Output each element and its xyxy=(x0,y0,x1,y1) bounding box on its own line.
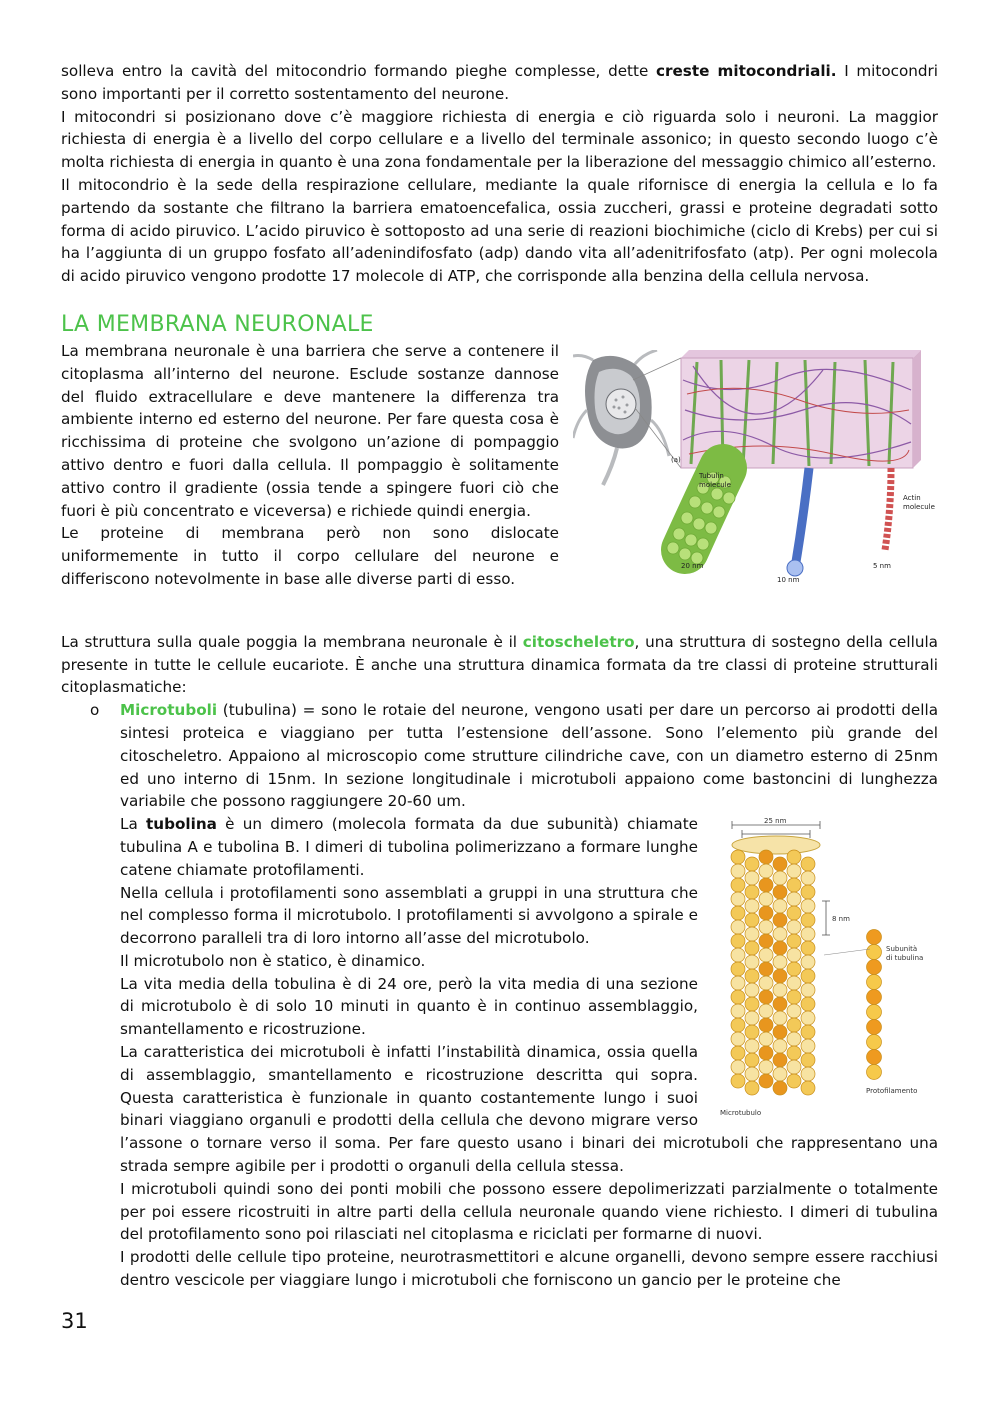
tubulin-subunit xyxy=(773,857,787,871)
tubulin-subunit xyxy=(773,899,787,913)
tubulin-subunit xyxy=(731,1032,745,1046)
tubulin-subunit xyxy=(801,913,815,927)
tubulin-subunit xyxy=(773,955,787,969)
tubulin-subunit xyxy=(731,934,745,948)
protofilament-subunit xyxy=(867,1035,882,1050)
tubulin-label-1: Tubulin xyxy=(699,471,724,480)
section-title: LA MEMBRANA NEURONALE xyxy=(61,311,374,337)
tubulin-subunit xyxy=(731,962,745,976)
page-body xyxy=(61,60,938,1292)
paragraph-microtuboli-5: La vita media della tobulina è di 24 ore, però la vita media di una sezione di microtubolo è di solo 10 minuti in quanto è in continuo assemblaggio, smantellamento e ricostruzione. xyxy=(120,974,698,1039)
tubulin-subunit xyxy=(759,920,773,934)
tubulin-subunit xyxy=(745,1067,759,1081)
subunit-label-2: di tubulina xyxy=(886,954,924,963)
dim-25nm: 25 nm xyxy=(764,817,787,826)
tubulin-subunit xyxy=(801,927,815,941)
subunit-label-1: Subunità xyxy=(886,945,918,954)
term-tubolina: tubolina xyxy=(146,815,217,834)
tubulin-subunit xyxy=(745,913,759,927)
size-20nm: 20 nm xyxy=(681,561,704,570)
protofilament-column xyxy=(867,930,882,1080)
tubulin-subunit xyxy=(745,885,759,899)
protofilament-subunit xyxy=(867,975,882,990)
tubulin-subunit xyxy=(745,1039,759,1053)
tubulin-subunit xyxy=(787,976,801,990)
tubulin-subunit xyxy=(787,906,801,920)
protofilament-subunit xyxy=(867,1020,882,1035)
tubulin-subunit xyxy=(787,990,801,1004)
tubulin-subunit xyxy=(801,969,815,983)
tubulin-subunit xyxy=(745,857,759,871)
tubulin-subunit xyxy=(745,927,759,941)
tubulin-subunit xyxy=(773,997,787,1011)
page-number: 31 xyxy=(61,1309,88,1333)
tubulin-subunit xyxy=(731,1004,745,1018)
tubulin-subunit xyxy=(801,1067,815,1081)
tubulin-subunit xyxy=(759,1074,773,1088)
tubulin-subunit xyxy=(745,983,759,997)
paragraph-membrane-2: Le proteine di membrana però non sono dislocate uniformemente in tutto il corpo cellulare del neurone e differiscono notevolmente in base alle diverse parti di esso. xyxy=(61,524,559,588)
term-citoscheletro: citoscheletro xyxy=(522,632,635,651)
paragraph-mitochondria-3: Il mitocondrio è la sede della respirazione cellulare, mediante la quale rifornisce di energia la cellula e lo fa partendo da sostante che filtrano la barriera ematoencefalica, ossia zuccheri, grassi e proteine degradati sotto forma di acido piruvico. L’acido piruvico è sottoposto ad una serie di reazioni biochimiche (ciclo di Krebs) per cui si ha l’aggiunta di un gruppo fosfato all’adenindifosfato (adp) dando vita all’adenitrifosfato (atp). Per ogni molecola di acido piruvico vengono prodotte 17 molecole di ATP, che corrisponde alla benzina della cellula nervosa. xyxy=(61,175,938,286)
tubulin-subunit xyxy=(773,1067,787,1081)
tubulin-subunit xyxy=(759,1018,773,1032)
tubulin-subunit xyxy=(731,864,745,878)
tubulin-subunit xyxy=(801,899,815,913)
tubulin-subunit xyxy=(773,1081,787,1095)
tubulin-subunit xyxy=(801,997,815,1011)
tubulin-subunit xyxy=(787,934,801,948)
tubulin-subunit xyxy=(745,1011,759,1025)
tubulin-subunit xyxy=(759,976,773,990)
paragraph-microtuboli-2: La tubolina è un dimero (molecola formata da due subunità) chiamate tubulina A e tubolina B. I dimeri di tubolina polimerizzano a formare lunghe catene chiamate protofilamenti. xyxy=(120,815,698,879)
actin-illustration xyxy=(885,468,891,550)
tubulin-subunit xyxy=(787,1060,801,1074)
tubulin-subunit xyxy=(745,1053,759,1067)
paragraph-microtuboli-6: La caratteristica dei microtuboli è infatti l’instabilità dinamica, ossia quella di assemblaggio, smantellamento e ricostruzione descritta qui sopra. Questa caratteristica è funzionale in quanto costantemente lungo i suoi binari viaggiano organuli e prodotti della cellula che devono migrare verso l’assone o tornare verso il soma. Per fare questo usano i binari dei microtuboli che rappresentano una strada sempre agibile per i prodotti o organuli della cellula stessa. xyxy=(120,1043,938,1176)
tubulin-subunit xyxy=(731,948,745,962)
paragraph-mitochondria-1: solleva entro la cavità del mitocondrio formando pieghe complesse, dette creste mitocondriali. I mitocondri sono importanti per il corretto sostentamento del neurone. xyxy=(61,62,938,103)
tubulin-subunit xyxy=(787,962,801,976)
tubulin-subunit xyxy=(787,864,801,878)
tubulin-subunit xyxy=(759,906,773,920)
cytoskeleton-figure xyxy=(573,350,938,585)
dim-8nm: 8 nm xyxy=(832,915,850,924)
protofilament-subunit xyxy=(867,1065,882,1080)
paragraph-microtuboli-8: I prodotti delle cellule tipo proteine, neurotrasmettitori e alcune organelli, devono sempre essere racchiusi dentro vescicole per viaggiare lungo i microtuboli che forniscono un gancio per le proteine che xyxy=(120,1248,938,1290)
microtubule-structure-figure xyxy=(708,815,938,1120)
tubulin-subunit xyxy=(731,850,745,864)
tubulin-subunit xyxy=(745,1081,759,1095)
tubulin-subunit xyxy=(773,983,787,997)
paragraph-microtuboli-1: Microtuboli (tubulina) = sono le rotaie del neurone, vengono usati per dare un percorso ai prodotti della sintesi proteica e viaggiano per tutta l’estensione dell’assone. Sono l’elemento più grande del citoscheletro. Appaiono al microscopio come strutture cilindriche cave, con un diametro esterno di 25nm ed uno interno di 15nm. In sezione longitudinale i microtuboli appaiono come bastoncini di lunghezza variabile che possono raggiungere 20-60 um. xyxy=(120,701,938,811)
tubulin-subunit xyxy=(801,1039,815,1053)
term-microtuboli: Microtuboli xyxy=(120,701,218,720)
tubulin-subunit xyxy=(787,1018,801,1032)
tubulin-subunit xyxy=(759,878,773,892)
tubulin-subunit xyxy=(759,850,773,864)
tubulin-subunit xyxy=(787,1074,801,1088)
tubulin-subunit xyxy=(731,906,745,920)
tubulin-subunit xyxy=(759,934,773,948)
tubulin-subunit xyxy=(787,850,801,864)
size-10nm: 10 nm xyxy=(777,575,800,584)
tubulin-subunit xyxy=(745,969,759,983)
tubulin-subunit xyxy=(759,1032,773,1046)
tubulin-subunit xyxy=(745,871,759,885)
protofilament-subunit xyxy=(867,945,882,960)
tubulin-subunit xyxy=(773,885,787,899)
tubulin-subunit xyxy=(759,948,773,962)
tubulin-subunit xyxy=(801,955,815,969)
tubulin-label-2: molecule xyxy=(699,480,731,489)
protofilament-subunit xyxy=(867,990,882,1005)
tubulin-subunit xyxy=(731,990,745,1004)
tubulin-subunit xyxy=(731,892,745,906)
tubulin-subunit xyxy=(731,1046,745,1060)
paragraph-membrane-3: La struttura sulla quale poggia la membrana neuronale è il citoscheletro, una struttura di sostegno della cellula presente in tutte le cellule eucariote. È anche una struttura dinamica formata da tre classi di proteine strutturali citoplasmatiche: xyxy=(61,632,938,697)
tubulin-subunit xyxy=(773,927,787,941)
paragraph-mitochondria-2: I mitocondri si posizionano dove c’è maggiore richiesta di energia e ciò riguarda solo i neuroni. La maggior richiesta di energia è a livello del corpo cellulare e a livello del terminale assonico; in questo secondo luogo c’è molta richiesta di energia in quanto è una zona fondamentale per la liberazione del messaggio chimico all’esterno. xyxy=(61,107,938,172)
tubulin-subunit xyxy=(731,1018,745,1032)
tubulin-subunit xyxy=(759,892,773,906)
tubulin-subunit xyxy=(801,1053,815,1067)
tubulin-subunit xyxy=(773,871,787,885)
bullet-mark: o xyxy=(90,701,100,720)
tubulin-subunit xyxy=(801,1011,815,1025)
actin-label-1: Actin xyxy=(903,493,921,502)
tubulin-subunit xyxy=(773,941,787,955)
tubulin-subunit xyxy=(801,1081,815,1095)
tubulin-subunit xyxy=(787,920,801,934)
tubulin-subunit xyxy=(745,1025,759,1039)
tubulin-subunit xyxy=(745,997,759,1011)
protofilament-subunit xyxy=(867,960,882,975)
protofilament-label: Protofilamento xyxy=(866,1087,918,1096)
paragraph-microtuboli-4: Il microtubolo non è statico, è dinamico. xyxy=(120,951,426,970)
tubulin-subunit xyxy=(731,920,745,934)
tubulin-subunit xyxy=(773,1053,787,1067)
tubulin-subunit xyxy=(801,885,815,899)
tubulin-subunit xyxy=(759,864,773,878)
neurofilament-illustration xyxy=(795,468,809,568)
paragraph-microtuboli-7: I microtuboli quindi sono dei ponti mobili che possono essere depolimerizzati parzialmente o totalmente per poi essere ricostruiti in altre parti della cellula neuronale quando viene richiesto. I dimeri di tubulina del protofilamento sono poi rilasciati nel citoplasma e riciclati per formarne di nuovi. xyxy=(120,1179,938,1244)
figure-label-a: (a) xyxy=(671,455,681,464)
tubulin-subunit xyxy=(787,1032,801,1046)
tubulin-subunit xyxy=(731,1060,745,1074)
tubulin-subunit xyxy=(787,948,801,962)
protofilament-subunit xyxy=(867,930,882,945)
tubulin-subunit xyxy=(801,871,815,885)
tubulin-subunit xyxy=(731,976,745,990)
protofilament-subunit xyxy=(867,1005,882,1020)
tubulin-subunit xyxy=(731,1074,745,1088)
tubulin-subunit xyxy=(787,1046,801,1060)
tubulin-subunit xyxy=(745,955,759,969)
neuron-illustration xyxy=(573,350,681,485)
actin-label-2: molecule xyxy=(903,502,935,511)
tubulin-subunit xyxy=(759,1060,773,1074)
tubulin-subunit xyxy=(787,892,801,906)
tubulin-subunit xyxy=(773,1011,787,1025)
tubulin-subunit xyxy=(759,990,773,1004)
tubulin-subunit xyxy=(787,1004,801,1018)
microtubule-columns xyxy=(731,850,815,1095)
tubulin-subunit xyxy=(801,1025,815,1039)
tubulin-subunit xyxy=(773,913,787,927)
paragraph-membrane-1: La membrana neuronale è una barriera che serve a contenere il citoplasma all’interno del neurone. Esclude sostanze dannose del fluido extracellulare e deve mantenere la differenza tra ambiente interno ed esterno del neurone. Per fare questa cosa è ricchissima di proteine che svolgono un’azione di pompaggio attivo dentro e fuori dalla cellula. Il pompaggio è solitamente attivo contro il gradiente (ossia tende a spingere fuori ciò che fuori è più concentrato e viceversa) e richiede quindi energia. xyxy=(61,341,559,520)
tubulin-subunit xyxy=(801,857,815,871)
tubulin-subunit xyxy=(745,941,759,955)
tubulin-subunit xyxy=(731,878,745,892)
bullet-microtuboli xyxy=(61,699,938,1292)
tubulin-subunit xyxy=(773,969,787,983)
tubulin-subunit xyxy=(773,1025,787,1039)
tubulin-subunit xyxy=(759,1004,773,1018)
microtubule-label: Microtubulo xyxy=(720,1109,762,1118)
tubulin-subunit xyxy=(745,899,759,913)
tubulin-subunit xyxy=(759,1046,773,1060)
paragraph-microtuboli-3: Nella cellula i protofilamenti sono assemblati a gruppi in una struttura che nel complesso forma il microtubolo. I protofilamenti si avvolgono a spirale e decorrono paralleli tra di loro intorno all’asse del microtubolo. xyxy=(120,883,698,948)
tubulin-subunit xyxy=(801,983,815,997)
tubulin-subunit xyxy=(801,941,815,955)
bold-term-creste: creste mitocondriali. xyxy=(656,62,837,80)
protofilament-subunit xyxy=(867,1050,882,1065)
tubulin-subunit xyxy=(773,1039,787,1053)
tubulin-subunit xyxy=(759,962,773,976)
tubulin-subunit xyxy=(787,878,801,892)
size-5nm: 5 nm xyxy=(873,561,891,570)
